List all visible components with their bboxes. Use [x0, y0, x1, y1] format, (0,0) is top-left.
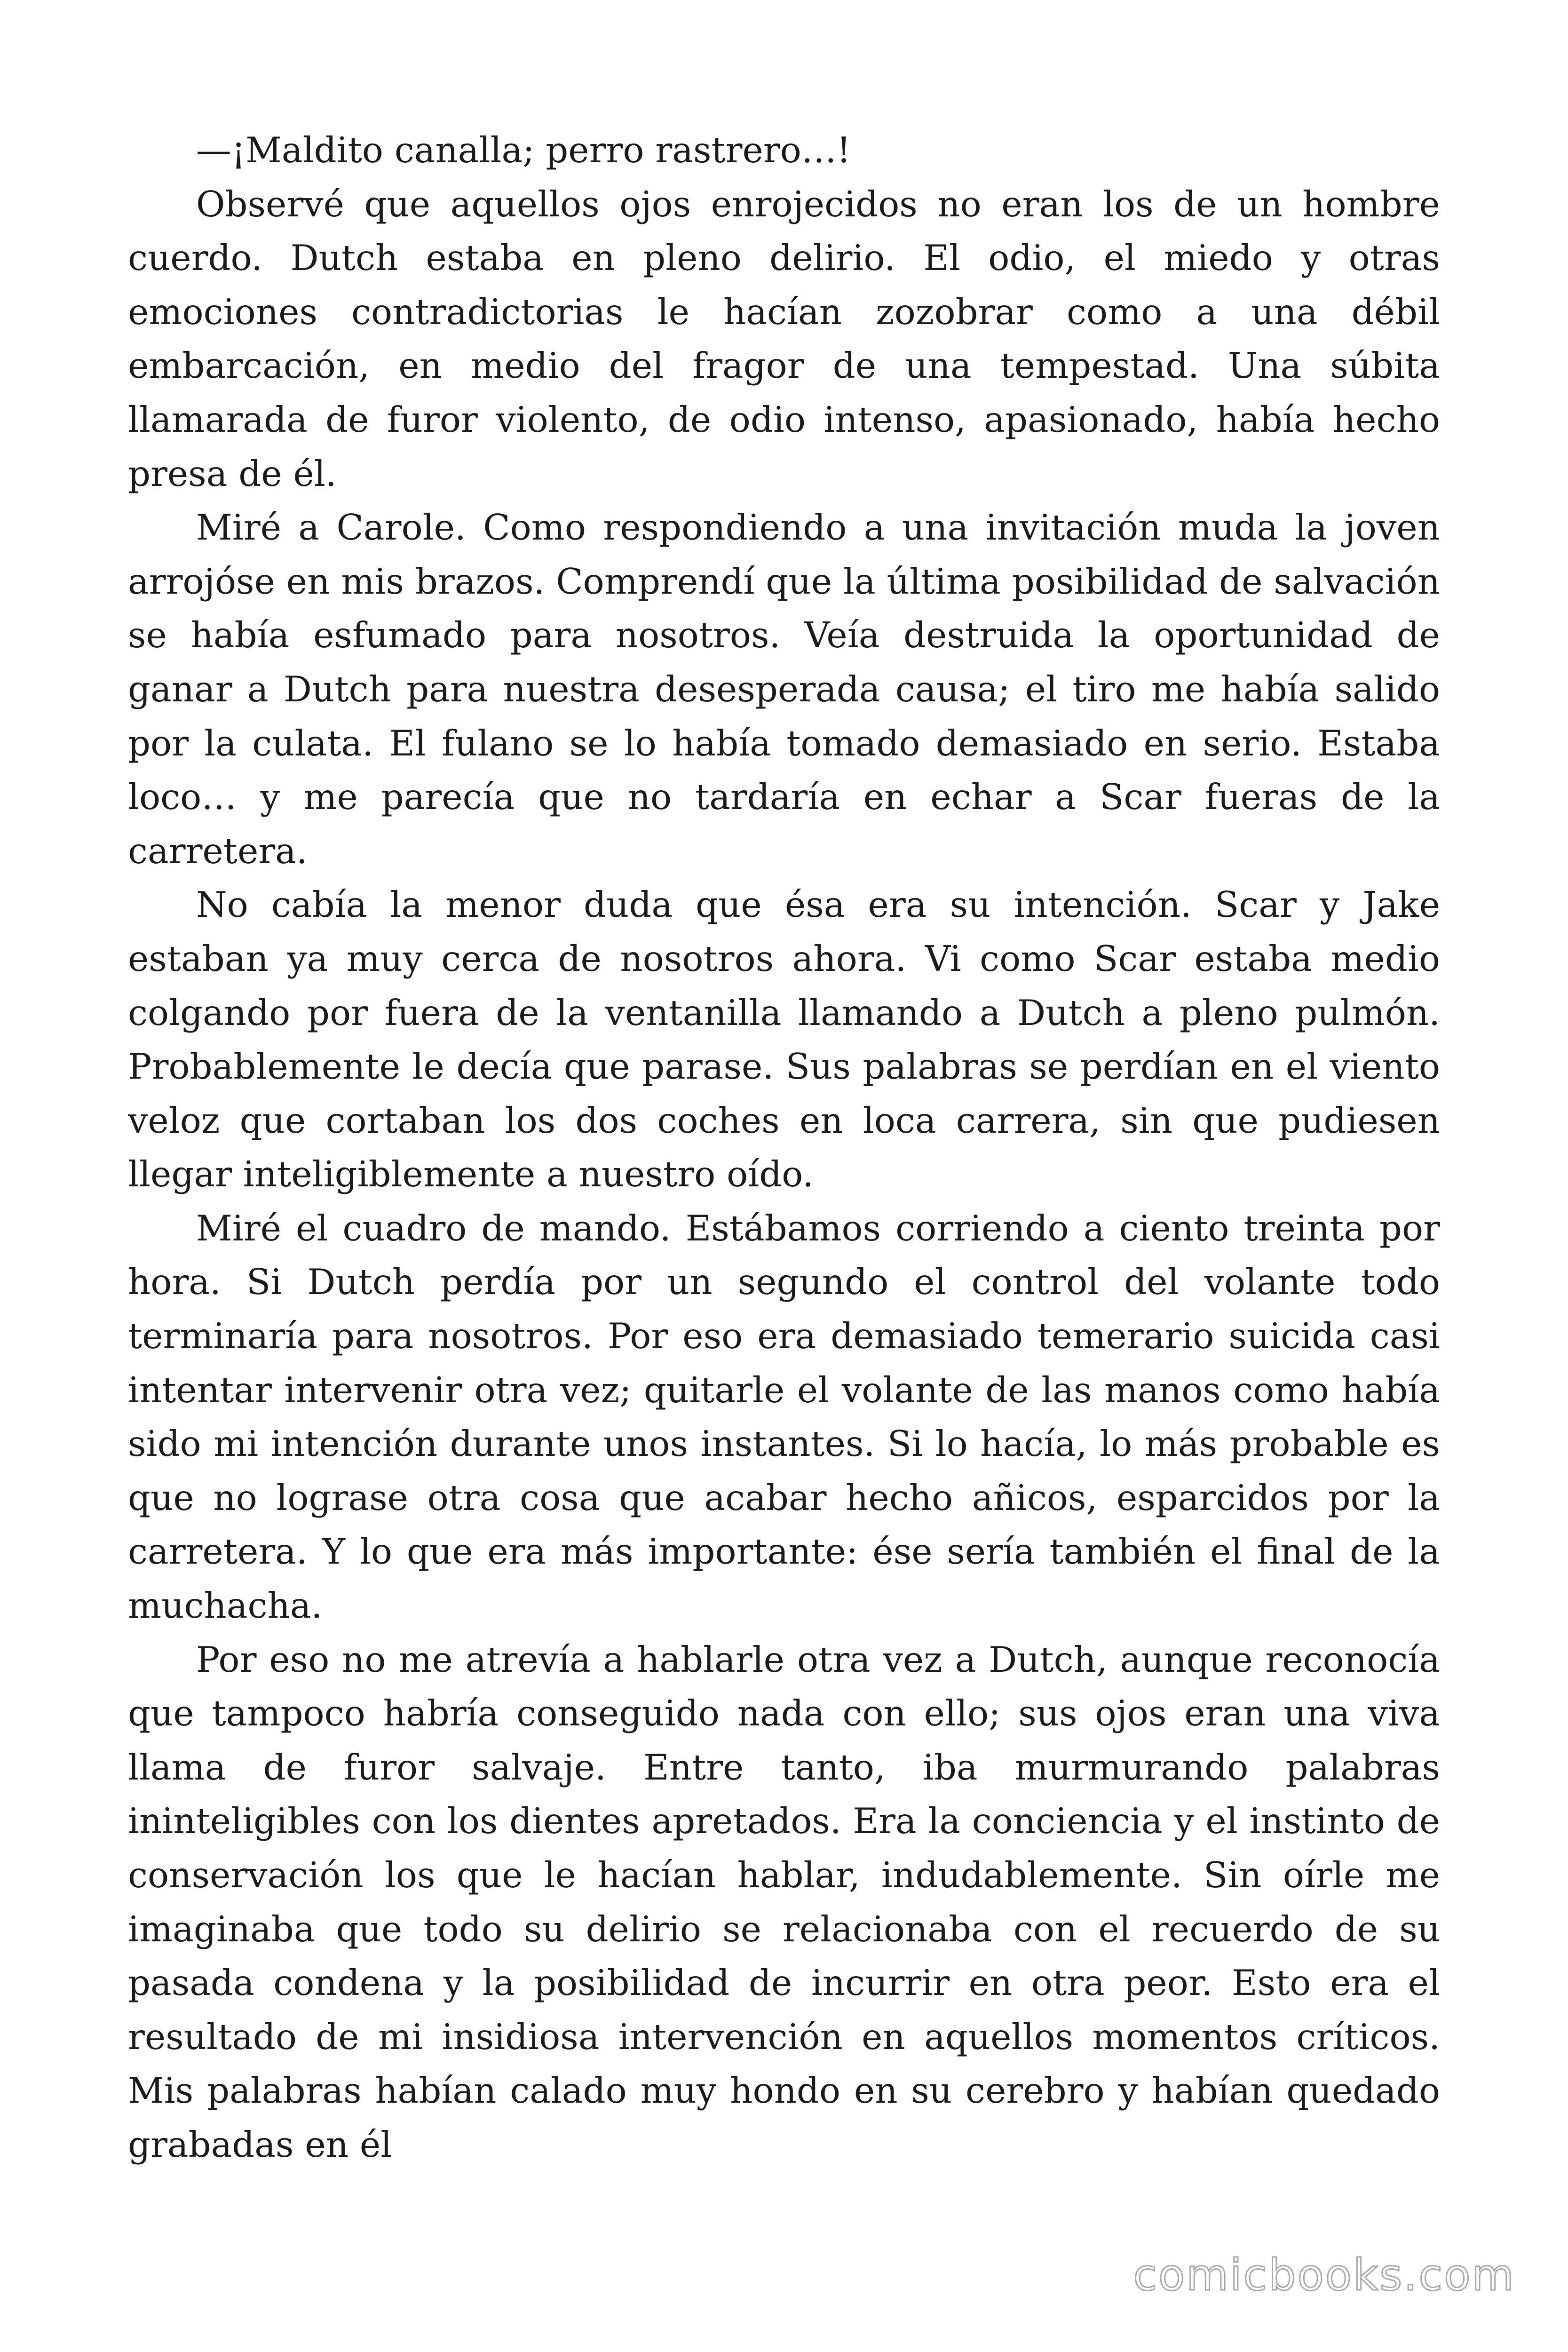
- paragraph-5: Miré el cuadro de mando. Estábamos corriendo a ciento treinta por hora. Si Dutch perdía por un segundo el control del volante todo terminaría para nosotros. Por eso era demasiado temerario suicida casi intentar intervenir otra vez; quitarle el volante de las manos como había sido mi intención durante unos instantes. Si lo hacía, lo más probable es que no lograse otra cosa que acabar hecho añicos, esparcidos por la carretera. Y lo que era más importante: ése sería también el final de la muchacha.: [128, 1207, 1440, 1627]
- watermark-logo: comicbooks.com: [1133, 2250, 1515, 2300]
- paragraph-2: Observé que aquellos ojos enrojecidos no eran los de un hombre cuerdo. Dutch estaba en pleno delirio. El odio, el miedo y otras emociones contradictorias le hacían zozobrar como a una débil embarcación, en medio del fragor de una tempestad. Una súbita llamarada de furor violento, de odio intenso, apasionado, había hecho presa de él.: [128, 183, 1440, 494]
- paragraph-1: —¡Maldito canalla; perro rastrero…!: [196, 129, 851, 171]
- paragraph-3: Miré a Carole. Como respondiendo a una invitación muda la joven arrojóse en mis brazos. Comprendí que la última posibilidad de salvación se había esfumado para nosotros. Veía destruida la oportunidad de ganar a Dutch para nuestra desesperada causa; el tiro me había salido por la culata. El fulano se lo había tomado demasiado en serio. Estaba loco… y me parecía que no tardaría en echar a Scar fueras de la carretera.: [128, 507, 1440, 872]
- book-page-body: [128, 123, 1440, 2240]
- paragraph-4: No cabía la menor duda que ésa era su intención. Scar y Jake estaban ya muy cerca de nosotros ahora. Vi como Scar estaba medio colgando por fuera de la ventanilla llamando a Dutch a pleno pulmón. Probablemente le decía que parase. Sus palabras se perdían en el viento veloz que cortaban los dos coches en loca carrera, sin que pudiesen llegar inteligiblemente a nuestro oído.: [128, 884, 1440, 1195]
- paragraph-6: Por eso no me atrevía a hablarle otra vez a Dutch, aunque reconocía que tampoco habría conseguido nada con ello; sus ojos eran una viva llama de furor salvaje. Entre tanto, iba murmurando palabras ininteligibles con los dientes apretados. Era la conciencia y el instinto de conservación los que le hacían hablar, indudablemente. Sin oírle me imaginaba que todo su delirio se relacionaba con el recuerdo de su pasada condena y la posibilidad de incurrir en otra peor. Esto era el resultado de mi insidiosa intervención en aquellos momentos críticos. Mis palabras habían calado muy hondo en su cerebro y habían quedado grabadas en él: [128, 1638, 1440, 2165]
